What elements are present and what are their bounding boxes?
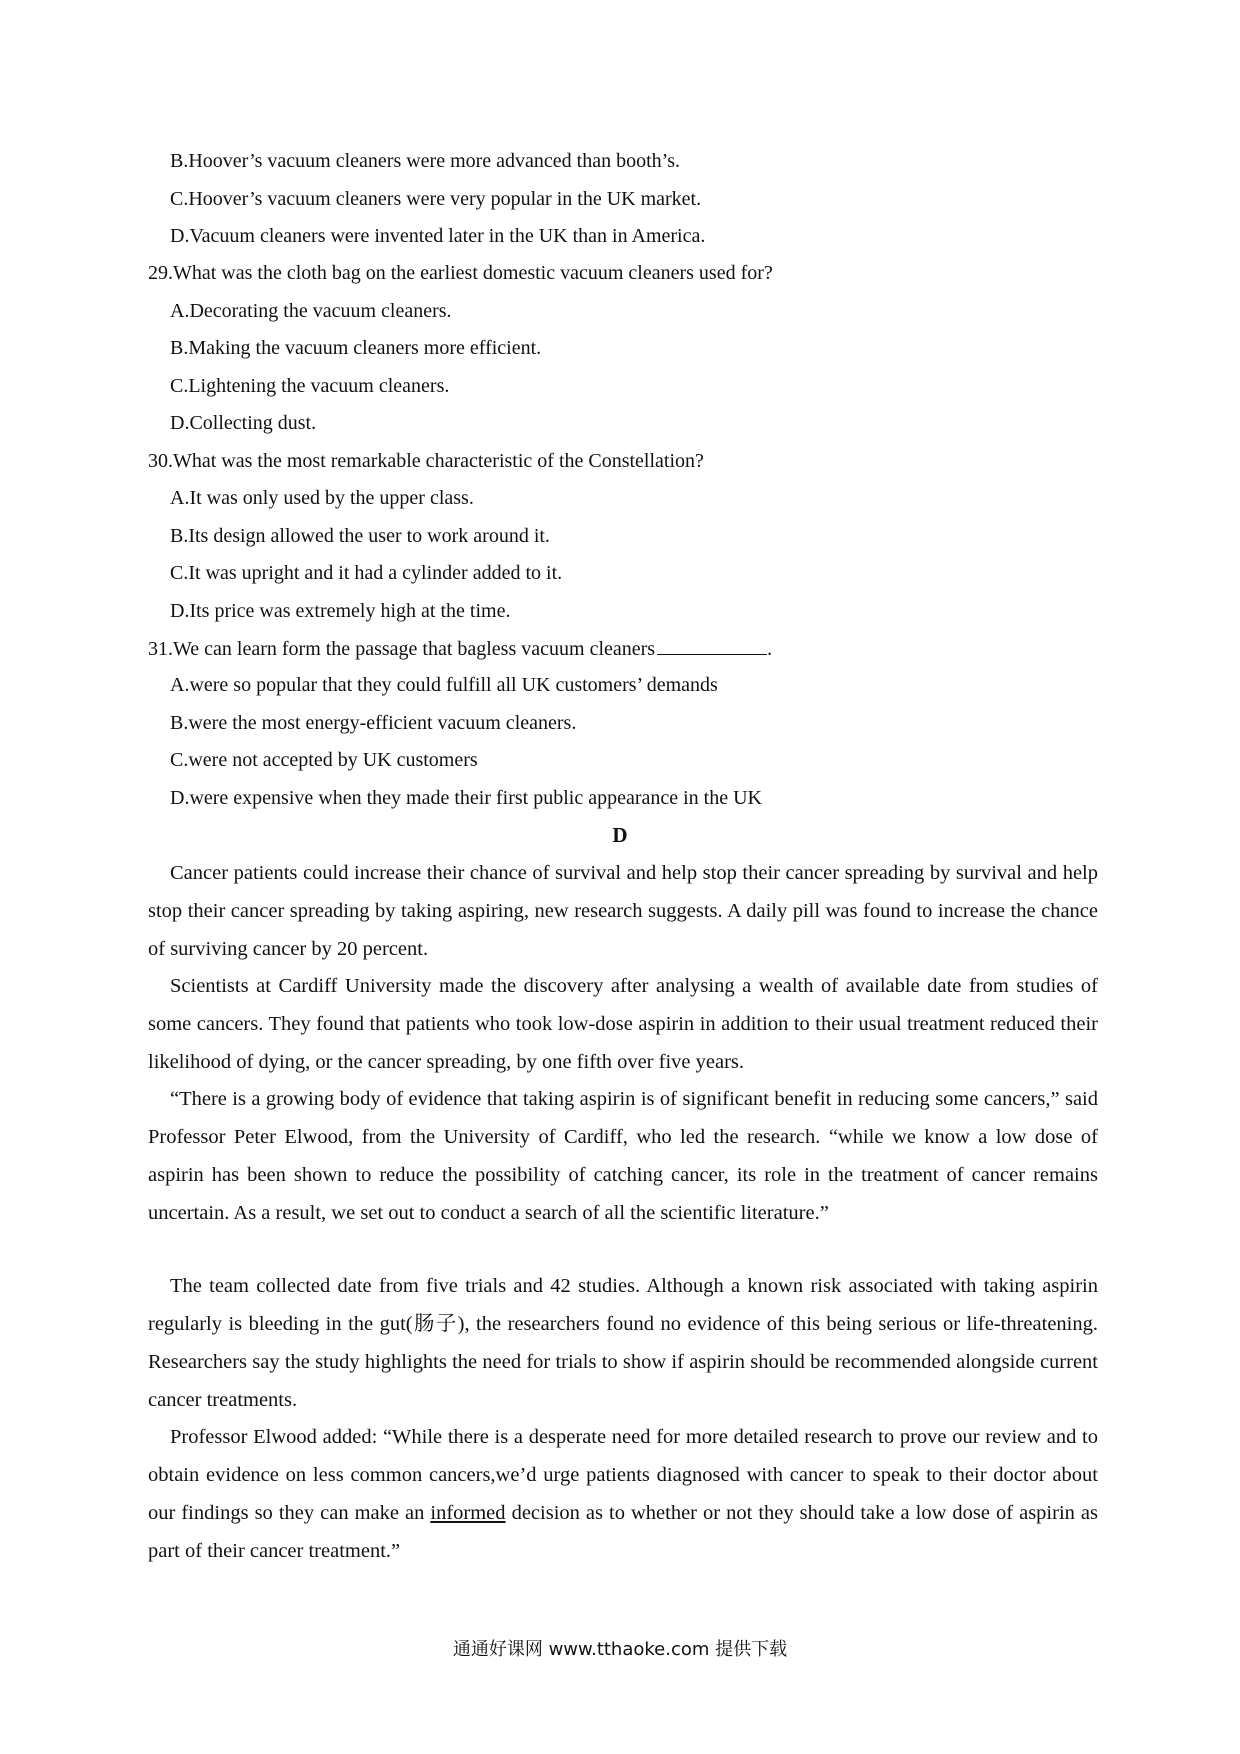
q29-option-d: D.Collecting dust. (170, 412, 317, 434)
q28-option-b: B.Hoover’s vacuum cleaners were more advanced than booth’s. (170, 150, 681, 172)
q31-option-a: A.were so popular that they could fulfill all UK customers’ demands (170, 674, 718, 696)
q28-option-c: C.Hoover’s vacuum cleaners were very popular in the UK market. (170, 188, 702, 210)
q31-stem (148, 634, 772, 663)
q31-option-b: B.were the most energy-efficient vacuum cleaners. (170, 712, 577, 734)
q31-option-d: D.were expensive when they made their first public appearance in the UK (170, 787, 762, 809)
paragraph-5-text-before: Professor Elwood added: “While there is a desperate need for more detailed research to prove our review and to obtain evidence on less common cancers,we’d urge patients diagnosed with cancer to speak to their doctor about our findings so they can make an (148, 1426, 1098, 1524)
q29-option-a: A.Decorating the vacuum cleaners. (170, 300, 452, 322)
q31-option-c: C.were not accepted by UK customers (170, 749, 478, 771)
q31-stem-end: . (767, 638, 773, 660)
q30-stem: 30.What was the most remarkable characteristic of the Constellation? (148, 450, 704, 472)
q31-stem-text: 31.We can learn form the passage that bagless vacuum cleaners (148, 638, 656, 660)
q31-answer-blank (657, 634, 767, 655)
paragraph-5-text-after: decision as to whether or not they should take a low dose of aspirin as part of their cancer treatment.” (148, 1502, 1098, 1562)
q29-stem: 29.What was the cloth bag on the earliest domestic vacuum cleaners used for? (148, 262, 773, 284)
passage-paragraph-2: Scientists at Cardiff University made the discovery after analysing a wealth of available date from studies of some cancers. They found that patients who took low-dose aspirin in addition to their usual treatment reduced their likelihood of dying, or the cancer spreading, by one fifth over five years. (148, 975, 1098, 1073)
passage-paragraph-4: The team collected date from five trials and 42 studies. Although a known risk associated with taking aspirin regularly is bleeding in the gut(肠子), the researchers found no evidence of this being serious or life-threatening. Researchers say the study highlights the need for trials to show if aspirin should be recommended alongside current cancer treatments. (148, 1275, 1098, 1411)
q30-option-b: B.Its design allowed the user to work around it. (170, 525, 550, 547)
q28-option-d: D.Vacuum cleaners were invented later in the UK than in America. (170, 225, 706, 247)
q29-option-c: C.Lightening the vacuum cleaners. (170, 375, 450, 397)
q30-option-d: D.Its price was extremely high at the time. (170, 600, 511, 622)
q30-option-a: A.It was only used by the upper class. (170, 487, 474, 509)
section-heading-d: D (612, 823, 628, 847)
page-footer: 通通好课网 www.tthaoke.com 提供下载 (452, 1639, 788, 1660)
q29-option-b: B.Making the vacuum cleaners more efficient. (170, 337, 542, 359)
passage-paragraph-1: Cancer patients could increase their chance of survival and help stop their cancer spreading by survival and help stop their cancer spreading by taking aspiring, new research suggests. A daily pill was found to increase the chance of surviving cancer by 20 percent. (148, 862, 1098, 960)
passage-paragraph-5 (148, 1418, 1098, 1570)
passage-paragraph-3: “There is a growing body of evidence that taking aspirin is of significant benefit in reducing some cancers,” said Professor Peter Elwood, from the University of Cardiff, who led the research. “while we know a low dose of aspirin has been shown to reduce the possibility of catching cancer, its role in the treatment of cancer remains uncertain. As a result, we set out to conduct a search of all the scientific literature.” (148, 1088, 1098, 1224)
underlined-word-informed: informed (430, 1502, 506, 1524)
q30-option-c: C.It was upright and it had a cylinder added to it. (170, 562, 563, 584)
